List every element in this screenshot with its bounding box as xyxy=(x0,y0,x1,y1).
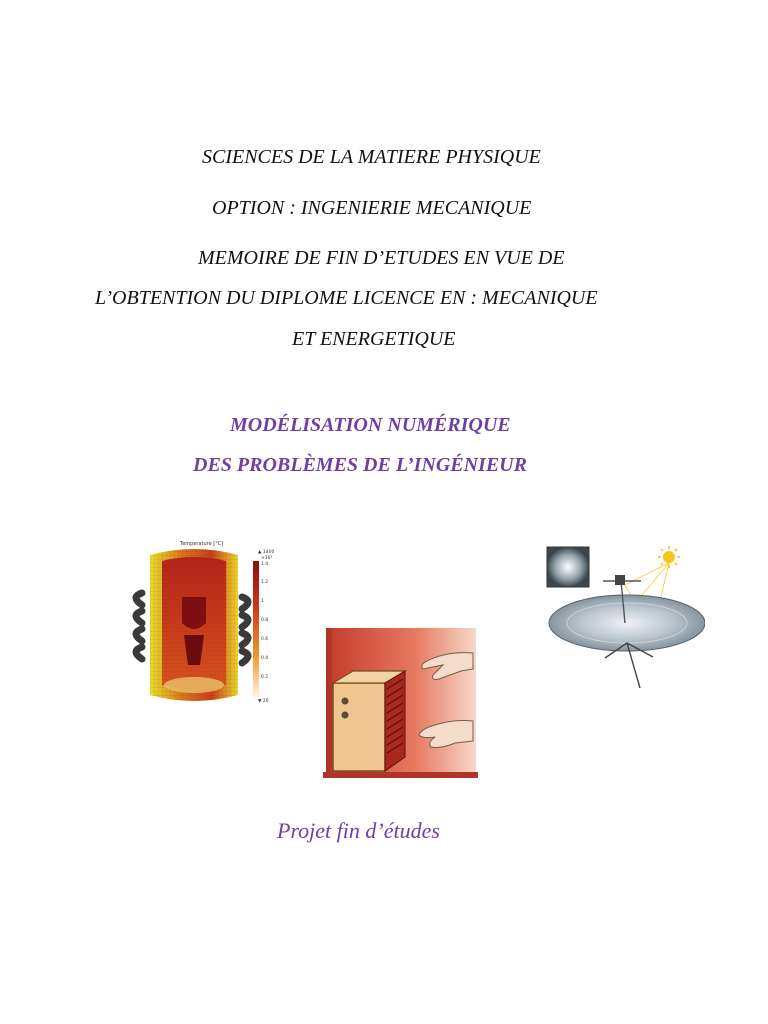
title-line-1: MODÉLISATION NUMÉRIQUE xyxy=(230,414,511,436)
parabolic-dish xyxy=(549,595,705,651)
knob-icon xyxy=(342,698,349,705)
inset-photo xyxy=(547,547,589,587)
colorbar-tick: 0.6 xyxy=(261,637,269,642)
temperature-colorbar xyxy=(253,561,259,697)
receiver xyxy=(615,575,625,585)
colorbar-min-label: ▼ 20 xyxy=(258,699,269,704)
memoire-line-3: ET ENERGETIQUE xyxy=(292,328,456,350)
radiator-illustration xyxy=(323,625,478,780)
radiator-hands-figure xyxy=(323,625,478,780)
knob-icon xyxy=(342,712,349,719)
title-line-2: DES PROBLÈMES DE L’INGÉNIEUR xyxy=(193,454,527,476)
solar-dish-illustration xyxy=(545,545,705,695)
colorbar-exponent: ×10³ xyxy=(261,556,273,561)
furnace-illustration xyxy=(122,535,274,710)
colorbar-tick: 1 xyxy=(261,599,264,604)
furnace-simulation-figure xyxy=(122,535,274,710)
crucible xyxy=(182,597,206,629)
memoire-line-2: L’OBTENTION DU DIPLOME LICENCE EN : MECANIQUE xyxy=(95,287,598,309)
project-label: Projet fin d’études xyxy=(277,818,440,843)
colorbar-tick: 0.8 xyxy=(261,618,269,623)
radiator-body xyxy=(333,683,385,771)
colorbar-max-label: ▲ 1400 xyxy=(258,550,274,555)
colorbar-tick: 0.2 xyxy=(261,675,269,680)
colorbar-title: Temperature [°C] xyxy=(180,541,224,547)
program-line: SCIENCES DE LA MATIERE PHYSIQUE xyxy=(202,146,541,168)
colorbar-tick: 0.4 xyxy=(261,656,269,661)
colorbar-tick: 1.2 xyxy=(261,580,269,585)
option-line: OPTION : INGENIERIE MECANIQUE xyxy=(212,197,532,219)
solar-dish-figure xyxy=(545,545,705,695)
memoire-line-1: MEMOIRE DE FIN D’ETUDES EN VUE DE xyxy=(198,247,565,269)
colorbar-tick: 1.4 xyxy=(261,562,269,567)
